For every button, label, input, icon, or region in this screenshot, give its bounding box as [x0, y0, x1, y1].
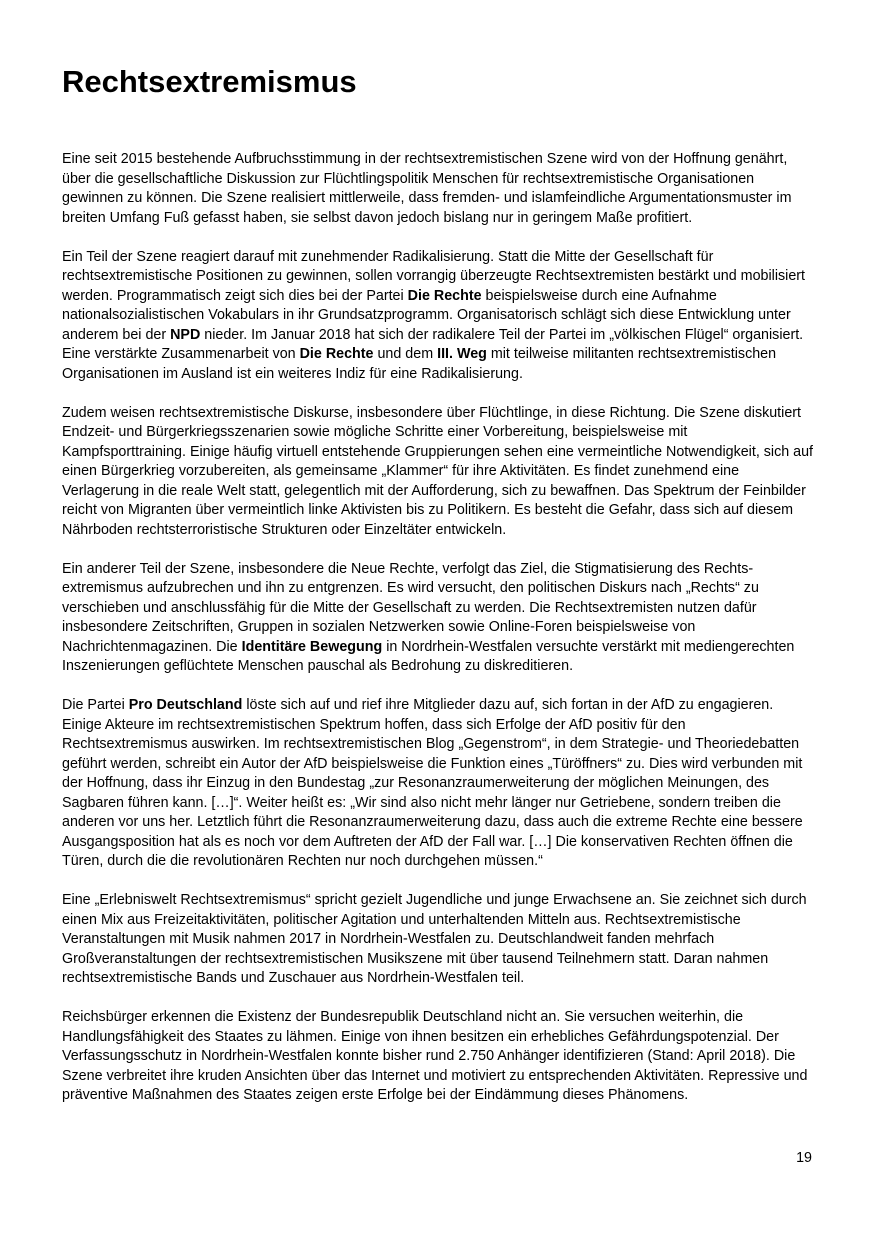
paragraph: [62, 248, 814, 385]
paragraph: [62, 560, 814, 677]
text-run: beispielsweise durch eine Aufnahme nationalsozialistischen Vokabulars in ihr Grundsatzprogramm. Organisatorisch schlägt sich diese Entwicklung unter anderem bei der: [62, 287, 791, 343]
text-run: mit teilweise militanten rechtsextremistischen Organisationen im Ausland ist ein weiteres Indiz für eine Radikalisierung.: [62, 346, 777, 382]
page-number: 19: [796, 1150, 812, 1166]
emphasized-name: Die Rechte: [299, 346, 374, 362]
paragraph: [62, 696, 814, 872]
text-run: nieder. Im Januar 2018 hat sich der radikalere Teil der Partei im „völkischen Flügel“ organisiert. Eine verstärkte Zusammenarbeit von: [62, 326, 804, 362]
emphasized-name: Identitäre Bewegung: [241, 638, 383, 655]
text-run: Reichsbürger erkennen die Existenz der Bundesrepublik Deutschland nicht an. Sie versuchen weiterhin, die Handlungsfähigkeit des Staates zu lähmen. Einige von ihnen besitzen ein erhebliches Gefährdungspotenzial. Der Verfassungsschutz in Nordrhein-Westfalen konnte bisher rund 2.750 Anhänger identifizieren (Stand: April 2018). Die Szene verbreitet ihre kruden Ansichten über das Internet und motiviert zu entsprechenden Aktivitäten. Repressive und präventive Maßnahmen des Staates zeigen erste Erfolge bei der Eindämmung dieses Phänomens.: [62, 1009, 808, 1103]
text-run: Die Partei: [62, 697, 129, 713]
text-run: Ein Teil der Szene reagiert darauf mit zunehmender Radikalisierung. Statt die Mitte der Gesellschaft für rechtsextremistische Positionen zu gewinnen, sollen vorrangig überzeugte Rechtsextremisten bestärkt und mobilisiert werden. Programmatisch zeigt sich dies bei der Partei: [62, 248, 806, 304]
text-run: Eine seit 2015 bestehende Aufbruchsstimmung in der rechtsextremistischen Szene wird von der Hoffnung genährt, über die gesellschaftliche Diskussion zur Flüchtlingspolitik Menschen für rechtsextremistische Organisationen gewinnen zu können. Die Szene realisiert mittlerweile, dass fremden- und islamfeindliche Argumentationsmuster im breiten Umfang Fuß gefasst haben, sie selbst davon jedoch bislang nur in geringem Maße profitiert.: [62, 151, 792, 226]
emphasized-name: III. Weg: [437, 346, 487, 362]
text-run: in Nordrhein-Westfalen versuchte verstärkt mit mediengerechten Inszenierungen geflüchtete Menschen pauschal als Bedrohung zu diskreditieren.: [62, 638, 795, 674]
text-run: und dem: [373, 346, 438, 362]
emphasized-name: Pro Deutschland: [128, 697, 243, 713]
text-run: Eine „Erlebniswelt Rechtsextremismus“ spricht gezielt Jugendliche und junge Erwachsene an. Sie zeichnet sich durch einen Mix aus Freizeitaktivitäten, politischer Agitation und unterhaltenden Mitteln aus. Rechtsextremistische Veranstaltungen mit Musik nahmen 2017 in Nordrhein-Westfalen zu. Deutschlandweit fanden mehrfach Großveranstaltungen der rechtsextremistischen Musikszene mit über tausend Teilnehmern statt. Daran nahmen rechtsextremistische Bands und Zuschauer aus Nordrhein-Westfalen teil.: [62, 892, 807, 986]
text-run: löste sich auf und rief ihre Mitglieder dazu auf, sich fortan in der AfD zu engagieren. Einige Akteure im rechtsextremistischen Spektrum hoffen, dass sich Erfolge der AfD positiv für den Rechtsextremismus auswirken. Im rechtsextremistischen Blog „Gegenstrom“, in dem Strategie- und Theoriedebatten geführt werden, schreibt ein Autor der AfD beispielsweise die Funktion eines „Türöffners“ zu. Dies wird verbunden mit der Hoffnung, dass ihr Einzug in den Bundestag „zur Resonanzraumerweiterung der möglichen Meinungen, des Sagbaren führen kann. […]“. Weiter heißt es: „Wir sind also nicht mehr länger nur Getriebene, sondern treiben die anderen vor uns her. Letztlich führt die Resonanzraumerweiterung dazu, dass auch die extreme Rechte eine bessere Ausgangsposition hat als es noch vor dem Auftreten der AfD der Fall war. […] Die konservativen Rechten öffnen die Türen, durch die die revolutionären Rechten nur noch durchgehen müssen.“: [62, 697, 803, 869]
text-run: Ein anderer Teil der Szene, insbesondere die Neue Rechte, verfolgt das Ziel, die Stigmatisierung des Rechtsextremismus aufzubrechen und ihn zu entgrenzen. Es wird versucht, den politischen Diskurs nach „Rechts“ zu verschieben und anschlussfähig für die Mitte der Gesellschaft zu werden. Die Rechtsextremisten nutzen dafür insbesondere Zeitschriften, Gruppen in sozialen Netzwerken sowie Online-Foren beispielsweise von Nachrichtenmagazinen. Die: [62, 560, 759, 655]
page-title: Rechtsextremismus: [62, 64, 357, 99]
emphasized-name: Die Rechte: [407, 287, 482, 304]
text-run: Zudem weisen rechtsextremistische Diskurse, insbesondere über Flüchtlinge, in diese Richtung. Die Szene diskutiert Endzeit- und Bürgerkriegsszenarien sowie mögliche Schritte einer Vorbereitung, beispielsweise mit Kampfsporttraining. Einige häufig virtuell entstehende Gruppierungen sehen eine vermeintliche Notwendigkeit, sich auf einen Bürgerkrieg vorzubereiten, als gemeinsame „Klammer“ für ihre Aktivitäten. Es findet zunehmend eine Verlagerung in die reale Welt statt, gelegentlich mit der Aufforderung, sich zu bewaffnen. Das Spektrum der Feinbilder reicht von Migranten über vermeintlich linke Aktivisten bis zu Politikern. Es besteht die Gefahr, dass sich auf diesem Nährboden rechtsterroristische Strukturen oder Einzeltäter entwickeln.: [62, 404, 814, 538]
body-text: [62, 150, 814, 1125]
paragraph: [62, 404, 814, 541]
emphasized-name: NPD: [170, 326, 201, 343]
paragraph: [62, 1008, 814, 1106]
paragraph: [62, 891, 814, 989]
paragraph: [62, 150, 814, 228]
